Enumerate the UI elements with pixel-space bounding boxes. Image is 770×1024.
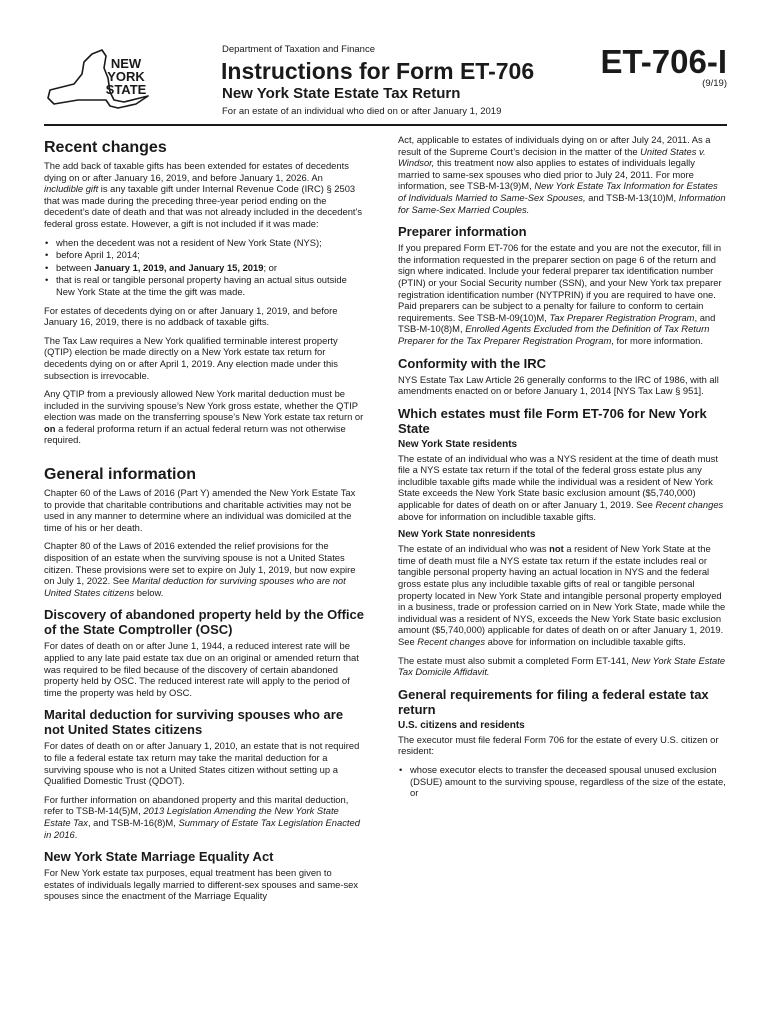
list-item xyxy=(56,262,364,274)
cross-reference: Marital deduction for surviving spouses who are not United States citizens xyxy=(44,575,346,598)
section-preparer-information xyxy=(398,224,728,346)
paragraph: Chapter 60 of the Laws of 2016 (Part Y) amended the New York Estate Tax to provide that charitable contributions and charitable activities may not be used in any manner to determine where an individual was domiciled at the time of his or her death. xyxy=(44,487,356,533)
list-item: • whose executor elects to transfer the deceased spousal unused exclusion (DSUE) amount to the surviving spouse, regardless of the size of the estate, or xyxy=(410,764,728,799)
section-general-requirements xyxy=(398,687,728,799)
heading-conformity-irc: Conformity with the IRC xyxy=(398,355,547,371)
bold-word: on xyxy=(44,422,56,434)
text: Any QTIP from a previously allowed New York marital deduction must be included in the surviving spouse’s New York gross estate, whether the QTIP election was made on the transferring spouse’s New York estate tax return or xyxy=(44,388,364,423)
logo-word-3: STATE xyxy=(105,82,147,97)
text: and TSB-M-13(10)M, xyxy=(585,191,679,203)
paragraph xyxy=(398,655,728,678)
publication-title: 2013 Legislation Amending the New York State Estate Tax xyxy=(44,805,339,828)
paragraph: For dates of death on or after June 1, 1944, a reduced interest rate will be applied to any late paid estate tax due on an original or amended return that was required to be filed because of the discovery of certain abandoned property held by OSC. The reduced interest rate will apply to the period of time the property was held by OSC. xyxy=(44,640,359,698)
text: a resident of New York State at the time of death must file a NYS estate tax return if the estate includes real or tangible personal property having an actual location in NYS and the federal gross estate plus any includible taxable gifts of real or tangible personal property located in New York State and intangible personal property employed in a business, trade or profession carried on in New York State, made while the individual was a resident of NYS, exceeds the New York State basic exclusion amount ($5,740,000) applicable for dates of death on or after January 1, 2019. See xyxy=(398,543,726,647)
paragraph: NYS Estate Tax Law Article 26 generally conforms to the IRC of 1986, with all amendments enacted on or before January 1, 2014 [NYS Tax Law § 951]. xyxy=(398,373,719,397)
state-outline-icon xyxy=(44,44,154,116)
paragraph xyxy=(398,134,728,215)
cross-reference: Recent changes xyxy=(417,636,486,647)
text: , and TSB-M-16(8)M, xyxy=(87,816,179,828)
section-general-information xyxy=(44,466,364,598)
revision-date: (9/19) xyxy=(702,78,727,89)
scope-note: For an estate of an individual who died on or after January 1, 2019 xyxy=(222,106,502,117)
text: The estate of an individual who was a NYS resident at the time of death must file a NYS estate tax return if the total of the federal gross estate plus any includible taxable gifts made while the individual was a resident of New York State exceeds the New York State basic exclusion amount ($5,740,000) applicable for dates of death on or after January 1, 2019. See xyxy=(398,452,718,511)
paragraph xyxy=(398,242,728,346)
heading-preparer-information: Preparer information xyxy=(398,224,527,240)
heading-marriage-equality: New York State Marriage Equality Act xyxy=(44,849,274,865)
paragraph xyxy=(398,543,728,647)
gift-exclusion-list xyxy=(44,237,364,298)
text: Chapter 80 of the Laws of 2016 extended the relief provisions for the disposition of an estate when the surviving spouse is not a United States citizen. These provisions were set to expire on July 1, 2019, but now expire on July 1, 2022. See xyxy=(44,540,356,587)
heading-general-requirements: General requirements for filing a federal estate tax return xyxy=(398,686,709,717)
filing-conditions-list xyxy=(398,764,728,799)
paragraph xyxy=(44,794,364,840)
page-subtitle: New York State Estate Tax Return xyxy=(222,85,461,102)
paragraph xyxy=(398,453,728,523)
section-conformity-irc xyxy=(398,356,728,397)
text: between xyxy=(56,261,95,273)
text: ; or xyxy=(263,261,277,273)
text: above for information on includible taxable gifts. xyxy=(398,510,597,522)
heading-which-estates: Which estates must file Form ET-706 for New York State xyxy=(398,405,707,436)
text: , and TSB-M-10(8)M, xyxy=(398,311,716,335)
text: above for information on includible taxable gifts. xyxy=(485,636,686,647)
text: below. xyxy=(134,586,164,598)
publication-title: Information for Same-Sex Married Couples. xyxy=(398,191,726,215)
heading-abandoned-property: Discovery of abandoned property held by the Office of the State Comptroller (OSC) xyxy=(44,607,365,638)
text: If you prepared Form ET-706 for the estate and you are not the executor, fill in the information requested in the preparer section on page 6 of the return and sign where indicated. Include your federal preparer tax identification number (PTIN) or your Social Security number (SSN), and your New York tax preparer registration identification number (NYTPRIN) if you are required to have one. Paid preparers can be subject to a penalty for failure to conform to certain requirements. See TSB-M-09(10)M, xyxy=(398,242,722,323)
department-name: Department of Taxation and Finance xyxy=(222,44,375,55)
text: For further information on abandoned property and this marital deduction, refer to TSB-M-14(5)M, xyxy=(44,793,349,817)
text: The estate must also submit a completed Form ET-141, xyxy=(398,654,632,666)
paragraph xyxy=(44,388,364,446)
form-number: ET-706-I xyxy=(600,43,727,80)
publication-title: Summary of Estate Tax Legislation Enacted in 2016 xyxy=(44,816,360,840)
publication-title: New York Estate Tax Information for Estates of Individuals Married to Same-Sex Spouses, xyxy=(398,180,718,203)
text: . xyxy=(74,828,78,840)
case-name: United States v. Windsor, xyxy=(398,145,706,169)
paragraph: For dates of death on or after January 1, 2010, an estate that is not required to file a federal estate tax return may take the marital deduction for a surviving spouse who is not a United States citizen without setting up a Qualified Domestic Trust (QDOT). xyxy=(44,740,360,787)
paragraph: For estates of decedents dying on or after January 1, 2019, and before January 16, 2019, there is no addback of taxable gifts. xyxy=(44,304,338,328)
paragraph: The Tax Law requires a New York qualified terminable interest property (QTIP) election be made directly on a New York estate tax return for decedents dying on or after April 1, 2019. Any election made under this subsection is irrevocable. xyxy=(44,334,338,381)
left-column xyxy=(44,134,364,909)
section-which-estates xyxy=(398,406,728,678)
page-title: Instructions for Form ET-706 xyxy=(221,58,535,84)
cross-reference: Recent changes xyxy=(655,499,724,511)
text: , for more information. xyxy=(611,334,703,346)
list-item: • before April 1, 2014; xyxy=(56,249,364,261)
nys-logo xyxy=(44,44,154,116)
section-marriage-equality xyxy=(44,849,364,902)
bold-word: not xyxy=(549,543,564,555)
bold-date-range: January 1, 2019, and January 15, 2019 xyxy=(94,261,264,273)
publication-title: Enrolled Agents Excluded from the Definition of Tax Return Preparer for the Tax Preparer Registration Program xyxy=(398,323,710,346)
logo-word-2: YORK xyxy=(107,69,145,84)
text: a federal proforma return if an actual federal return was not otherwise required. xyxy=(44,422,346,446)
header-rule xyxy=(44,124,727,126)
text: The add back of taxable gifts has been extended for estates of decedents dying on or after January 16, 2019, and before January 1, 2026. An xyxy=(44,160,349,183)
heading-marital-deduction: Marital deduction for surviving spouses who are not United States citizens xyxy=(44,707,344,738)
text: Act, applicable to estates of individuals dying on or after July 24, 2011. As a result of the Supreme Court’s decision in the matter of the xyxy=(398,134,711,157)
list-item: • that is real or tangible personal property having an actual situs outside New York State at the time the gift was made. xyxy=(56,274,364,297)
list-item: • when the decedent was not a resident of New York State (NYS); xyxy=(56,237,364,249)
heading-general-information: General information xyxy=(44,466,197,484)
logo-word-1: NEW xyxy=(110,56,142,71)
paragraph xyxy=(44,540,364,598)
term-includible-gift: includible gift xyxy=(44,183,99,195)
text: is any taxable gift under Internal Revenue Code (IRC) § 2503 that was made during the preceding three-year period ending on the decedent’s date of death and that was not already included in the decedent’s federal gross estate. However, a gift is not included if it was made: xyxy=(44,183,363,229)
subheading-citizens-residents: U.S. citizens and residents xyxy=(398,719,525,731)
form-title: New York State Estate Tax Domicile Affidavit. xyxy=(398,654,726,678)
section-abandoned-property xyxy=(44,607,364,698)
paragraph: The executor must file federal Form 706 for the estate of every U.S. citizen or resident: xyxy=(398,733,719,757)
right-column xyxy=(398,134,728,806)
section-marital-deduction xyxy=(44,707,364,840)
text: this treatment now also applies to estates of individuals legally married to same-sex spouses who died prior to July 24, 2011. For more information, see TSB-M-13(9)M, xyxy=(398,157,695,192)
paragraph: For New York estate tax purposes, equal treatment has been given to estates of individuals legally married to different-sex spouses and same-sex spouses since the enactment of the Marriage Equality xyxy=(44,867,359,902)
section-recent-changes xyxy=(44,139,364,446)
subheading-nonresidents: New York State nonresidents xyxy=(398,529,536,541)
text: The estate of an individual who was xyxy=(398,543,550,555)
subheading-residents: New York State residents xyxy=(398,438,518,450)
heading-recent-changes: Recent changes xyxy=(44,139,167,156)
publication-title: Tax Preparer Registration Program xyxy=(549,311,695,323)
paragraph xyxy=(44,160,364,230)
